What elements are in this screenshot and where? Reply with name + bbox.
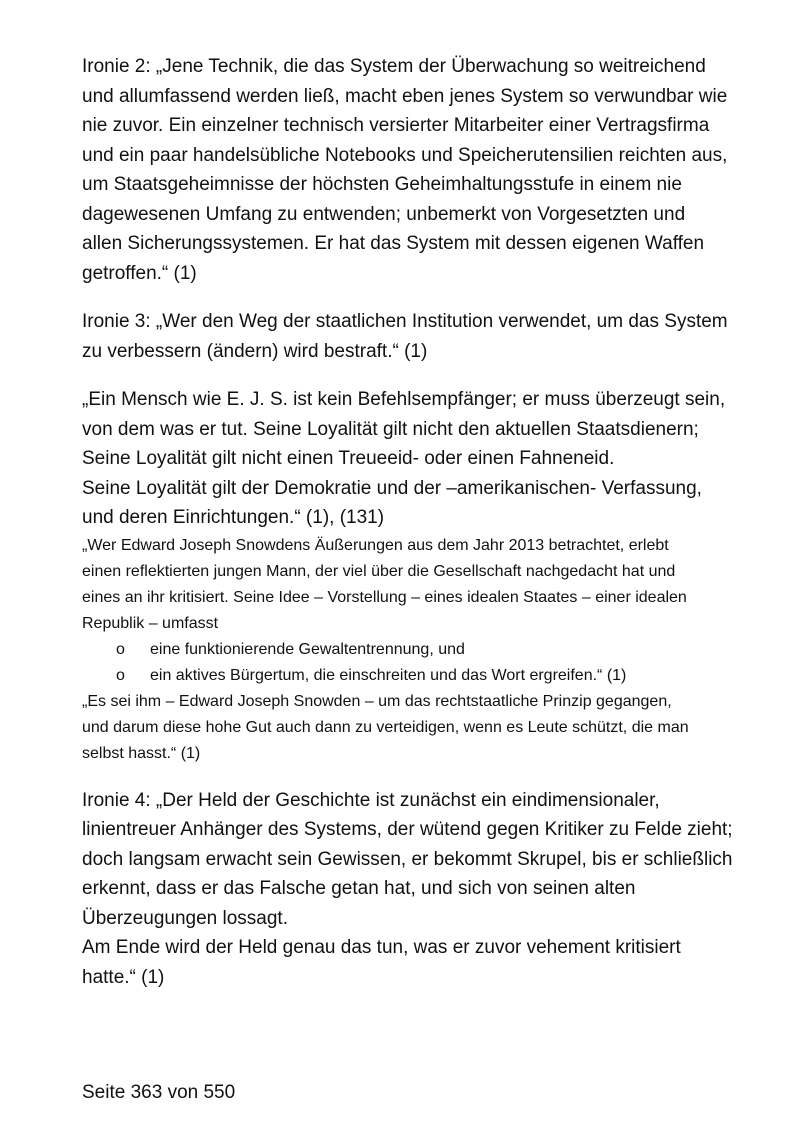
text-line: linientreuer Anhänger des Systems, der wütend gegen Kritiker zu Felde zieht; bbox=[82, 819, 733, 840]
document-page bbox=[82, 52, 750, 992]
paragraph-ironie-2 bbox=[82, 52, 750, 288]
list-item-text: eine funktionierende Gewaltentrennung, und bbox=[150, 640, 465, 658]
text-line: und ein paar handelsübliche Notebooks und Speicherutensilien reichten aus, bbox=[82, 144, 728, 166]
text-line: Ironie 3: „Wer den Weg der staatlichen Institution verwendet, um das System bbox=[82, 311, 728, 332]
paragraph-ironie-4 bbox=[82, 786, 750, 993]
paragraph-quote-snowden bbox=[82, 533, 750, 637]
paragraph-quote-mensch bbox=[82, 385, 750, 533]
text-line: dagewesenen Umfang zu entwenden; unbemerkt von Vorgesetzten und bbox=[82, 203, 686, 225]
text-line: allen Sicherungssystemen. Er hat das System mit dessen eigenen Waffen bbox=[82, 233, 705, 254]
text-line: nie zuvor. Ein einzelner technisch versierter Mitarbeiter einer Vertragsfirma bbox=[82, 115, 710, 136]
text-line: Am Ende wird der Held genau das tun, was er zuvor vehement kritisiert bbox=[82, 937, 681, 958]
text-line: um Staatsgeheimnisse der höchsten Geheimhaltungsstufe in einem nie bbox=[82, 174, 682, 195]
text-line: doch langsam erwacht sein Gewissen, er bekommt Skrupel, bis er schließlich bbox=[82, 848, 733, 870]
text-line: Ironie 2: „Jene Technik, die das System der Überwachung so weitreichend bbox=[82, 56, 706, 77]
paragraph-ironie-3 bbox=[82, 307, 750, 366]
text-line: zu verbessern (ändern) wird bestraft.“ (1) bbox=[82, 340, 428, 362]
list-item bbox=[82, 637, 750, 663]
text-line: erkennt, dass er das Falsche getan hat, und sich von seinen alten bbox=[82, 878, 636, 899]
text-line: eines an ihr kritisiert. Seine Idee – Vorstellung – eines idealen Staates – einer idealen bbox=[82, 588, 687, 606]
bullet-circle-icon: o bbox=[116, 640, 125, 658]
text-line: Seine Loyalität gilt der Demokratie und der –amerikanischen- Verfassung, bbox=[82, 477, 702, 499]
text-line: von dem was er tut. Seine Loyalität gilt nicht den aktuellen Staatsdienern; bbox=[82, 418, 699, 440]
text-line: und deren Einrichtungen.“ (1), (131) bbox=[82, 507, 385, 528]
text-line: Ironie 4: „Der Held der Geschichte ist zunächst ein eindimensionaler, bbox=[82, 789, 660, 811]
text-line: und darum diese hohe Gut auch dann zu verteidigen, wenn es Leute schützt, die man bbox=[82, 718, 689, 736]
text-line: getroffen.“ (1) bbox=[82, 262, 197, 284]
bullet-list bbox=[82, 637, 750, 689]
page-number: Seite 363 von 550 bbox=[82, 1082, 236, 1103]
paragraph-quote-prinzip bbox=[82, 689, 750, 767]
bullet-circle-icon: o bbox=[116, 666, 125, 684]
list-item bbox=[82, 663, 750, 689]
list-item-text: ein aktives Bürgertum, die einschreiten und das Wort ergreifen.“ (1) bbox=[150, 666, 627, 684]
text-line: „Wer Edward Joseph Snowdens Äußerungen aus dem Jahr 2013 betrachtet, erlebt bbox=[82, 536, 669, 554]
text-line: und allumfassend werden ließ, macht eben jenes System so verwundbar wie bbox=[82, 85, 728, 107]
text-line: Republik – umfasst bbox=[82, 614, 219, 632]
text-line: „Ein Mensch wie E. J. S. ist kein Befehlsempfänger; er muss überzeugt sein, bbox=[82, 389, 726, 410]
text-line: Seine Loyalität gilt nicht einen Treueeid- oder einen Fahneneid. bbox=[82, 448, 615, 469]
text-line: einen reflektierten jungen Mann, der viel über die Gesellschaft nachgedacht hat und bbox=[82, 562, 676, 580]
text-line: selbst hasst.“ (1) bbox=[82, 744, 201, 762]
text-line: Überzeugungen lossagt. bbox=[82, 907, 288, 929]
text-line: „Es sei ihm – Edward Joseph Snowden – um das rechtstaatliche Prinzip gegangen, bbox=[82, 692, 672, 710]
text-line: hatte.“ (1) bbox=[82, 966, 165, 988]
